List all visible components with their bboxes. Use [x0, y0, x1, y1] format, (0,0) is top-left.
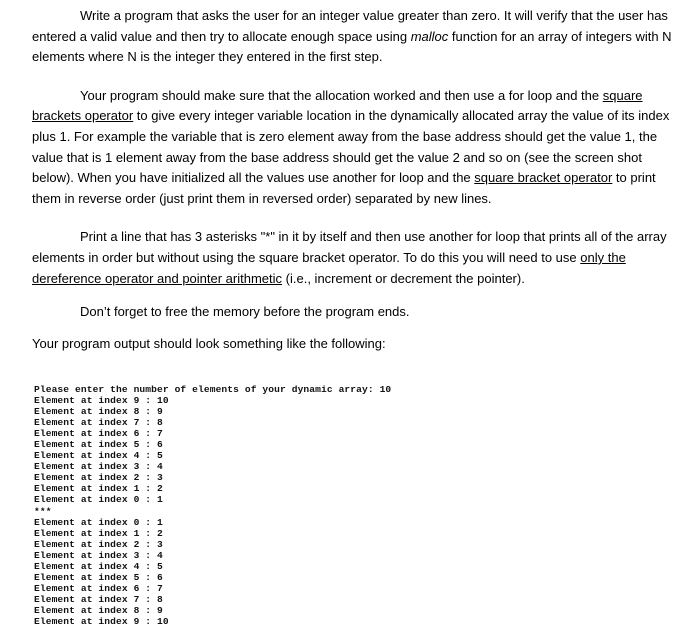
console-line: Element at index 3 : 4: [34, 461, 163, 473]
console-line: Element at index 8 : 9: [34, 406, 163, 418]
paragraph-5: [32, 334, 672, 355]
paragraph-3: [32, 227, 672, 289]
p5-text: Your program output should look something like the following:: [32, 335, 386, 351]
console-line: Element at index 4 : 5: [34, 450, 163, 462]
console-line: Element at index 2 : 3: [34, 472, 163, 484]
square-brackets-operator-term: square brackets operator: [32, 87, 643, 124]
console-line: Element at index 0 : 1: [34, 494, 163, 506]
p2-text-a: Your program should make sure that the allocation worked and then use a for loop and the: [80, 87, 603, 103]
console-line: Element at index 9 : 10: [34, 615, 169, 627]
paragraph-1: [32, 6, 672, 68]
console-line: Element at index 6 : 7: [34, 582, 163, 594]
console-line: Element at index 2 : 3: [34, 538, 163, 550]
console-line: Element at index 1 : 2: [34, 483, 163, 495]
console-line: Element at index 3 : 4: [34, 549, 163, 561]
console-line: ***: [34, 505, 52, 517]
console-line: Element at index 0 : 1: [34, 516, 163, 528]
console-line: Element at index 4 : 5: [34, 560, 163, 572]
console-output-screenshot: [34, 384, 391, 627]
console-line: Element at index 8 : 9: [34, 604, 163, 616]
p3-text-b: (i.e., increment or decrement the pointer).: [282, 270, 525, 286]
paragraph-4: [32, 302, 672, 323]
malloc-term: malloc: [410, 28, 449, 44]
console-line: Please enter the number of elements of your dynamic array: 10: [34, 384, 392, 395]
console-line: Element at index 7 : 8: [34, 417, 163, 429]
console-line: Element at index 5 : 6: [34, 439, 163, 451]
square-bracket-operator-term: square bracket operator: [474, 170, 613, 186]
p4-text: Don’t forget to free the memory before the program ends.: [80, 304, 410, 320]
p2-text-c: to print them in reverse order (just print them in reversed order) separated by new lines.: [32, 170, 656, 206]
console-line: Element at index 6 : 7: [34, 428, 163, 440]
console-line: Element at index 7 : 8: [34, 593, 163, 605]
paragraph-2: [32, 86, 672, 210]
console-line: Element at index 1 : 2: [34, 527, 163, 539]
p1-text-b: function for an array of integers with N elements where N is the integer they entered in the first step.: [32, 28, 672, 65]
p2-text-b: to give every integer variable location in the dynamically allocated array the value of its index plus 1. For example the variable that is zero element away from the base address should get the value 1, the value that is 1 element away from the base address should get the value 2 and so on (see the screen shot below). When you have initialized all the values use another for loop and the: [32, 108, 670, 186]
dereference-pointer-arithmetic-term: only the dereference operator and pointer arithmetic: [32, 249, 626, 286]
console-line: Element at index 5 : 6: [34, 571, 163, 583]
p3-text-a: Print a line that has 3 asterisks "*" in it by itself and then use another for loop that prints all of the array elements in order but without using the square bracket operator. To do this you will need to use: [32, 229, 667, 265]
console-line: Element at index 9 : 10: [34, 395, 169, 407]
p1-text-a: Write a program that asks the user for an integer value greater than zero. It will verify that the user has entered a valid value and then try to allocate enough space using: [32, 8, 668, 44]
assignment-document: [32, 6, 672, 354]
